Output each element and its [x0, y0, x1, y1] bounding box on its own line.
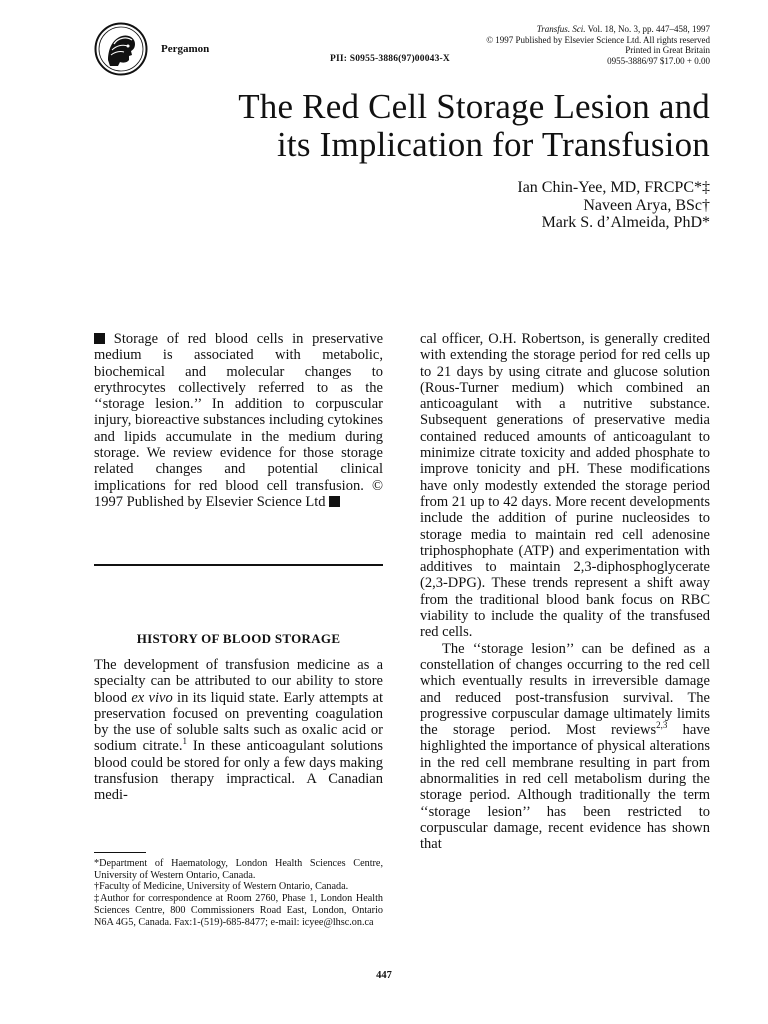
paragraph: cal officer, O.H. Robertson, is generally credited with extending the storage period for red cells up to 21 days by using citrate and glucose solution (Rous-Turner medium) which combined an anticoagulant with a nutritive substance. Subsequent generations of preservative media contained reduced amounts of anticoagulant to minimize citrate toxicity and added phosphate to improve tonicity and pH. These modifications have only modestly extended the storage period from 21 up to 42 days. More recent developments include the addition of purine nucleosides to storage media to maintain red cell adenosine triphosphophate (ATP) and experimentation with additives to maintain 2,3-diphosphoglycerate (2,3-DPG). These trends represent a shift away from the traditional blood bank focus on RBC viability to include the quality of the transfused red cells. [420, 331, 710, 641]
author: Naveen Arya, BSc† [583, 196, 710, 214]
copyright-line: © 1997 Published by Elsevier Science Ltd. All rights reserved [486, 34, 710, 45]
body-text: in its liquid state. Early attempts at preservation focused on preventing coagulation by the use of soluble salts such as oxalic acid or sodium citrate. [94, 689, 383, 755]
pii-code: PII: S0955-3886(97)00043-X [330, 54, 450, 64]
body-text: The development of transfusion medicine as a specialty can be attributed to our ability to store blood [94, 657, 383, 706]
left-body-text [94, 657, 383, 804]
title-line-2: its Implication for Transfusion [276, 125, 710, 164]
journal-abbrev: Transfus. Sci. [536, 24, 586, 34]
citation-ref: 1 [182, 736, 187, 747]
pergamon-logo [94, 22, 148, 76]
body-italic: ex vivo [131, 689, 173, 706]
footnote: †Faculty of Medicine, University of Western Ontario, Canada. [94, 881, 349, 893]
author: Mark S. d’Almeida, PhD* [541, 214, 710, 231]
citation-ref: 2,3 [656, 720, 668, 731]
abstract-text: Storage of red blood cells in preservative medium is associated with metabolic, biochemical and molecular changes to erythrocytes collectively referred to as the ‘‘storage lesion.’’ In addition to corpuscular injury, bioreactive substances including cytokines and lipids accumulate in the medium during storage. We review evidence for those storage related changes and potential clinical implications for red blood cell transfusion. © 1997 Published by Elsevier Science Ltd [94, 331, 384, 510]
footnotes [94, 858, 383, 928]
page-number: 447 [376, 970, 392, 981]
body-text: In these anticoagulant solutions blood could be stored for only a few days making transfusion therapy impractical. A Canadian medi- [94, 738, 383, 804]
author: Ian Chin-Yee, MD, FRCPC*‡ [517, 179, 710, 196]
author-list [517, 179, 710, 232]
issn-line: 0955-3886/97 $17.00 + 0.00 [607, 55, 710, 66]
journal-citation [486, 24, 710, 35]
body-text: have highlighted the importance of physical alterations in the red cell membrane resulting in part from abnormalities in red cell metabolism during the storage period. Although traditionally the term ‘‘storage lesion’’ has been restricted to corpuscular damage, recent evidence has shown that [420, 722, 710, 853]
journal-volume: Vol. 18, No. 3, pp. 447–458, 1997 [587, 24, 710, 34]
article-title [90, 88, 710, 164]
footnote-divider [94, 852, 146, 853]
right-body-text [420, 331, 710, 853]
abstract-divider [94, 564, 383, 566]
black-square-icon [329, 496, 340, 507]
printed-line: Printed in Great Britain [625, 45, 710, 56]
journal-info [486, 24, 710, 66]
footnote: ‡Author for correspondence at Room 2760, Phase 1, London Health Sciences Centre, 800 Commissioners Road East, London, Ontario N6A 4G5, Canada. Fax:1-(519)-685-8477; e-mail: icyee@lhsc.on.ca [94, 893, 383, 928]
section-heading: HISTORY OF BLOOD STORAGE [136, 631, 341, 646]
publisher-name: Pergamon [161, 43, 210, 55]
abstract [94, 331, 383, 510]
title-line-1: The Red Cell Storage Lesion and [238, 87, 710, 126]
black-square-icon [94, 333, 105, 344]
footnote: *Department of Haematology, London Health Sciences Centre, University of Western Ontario, Canada. [94, 858, 383, 881]
paragraph [420, 641, 710, 853]
body-text: The ‘‘storage lesion’’ can be defined as a constellation of changes occurring to the red cell which eventually results in irreversible damage and reduced post-transfusion survival. The progressive corpuscular damage ultimately limits the storage period. Most reviews [420, 640, 710, 739]
